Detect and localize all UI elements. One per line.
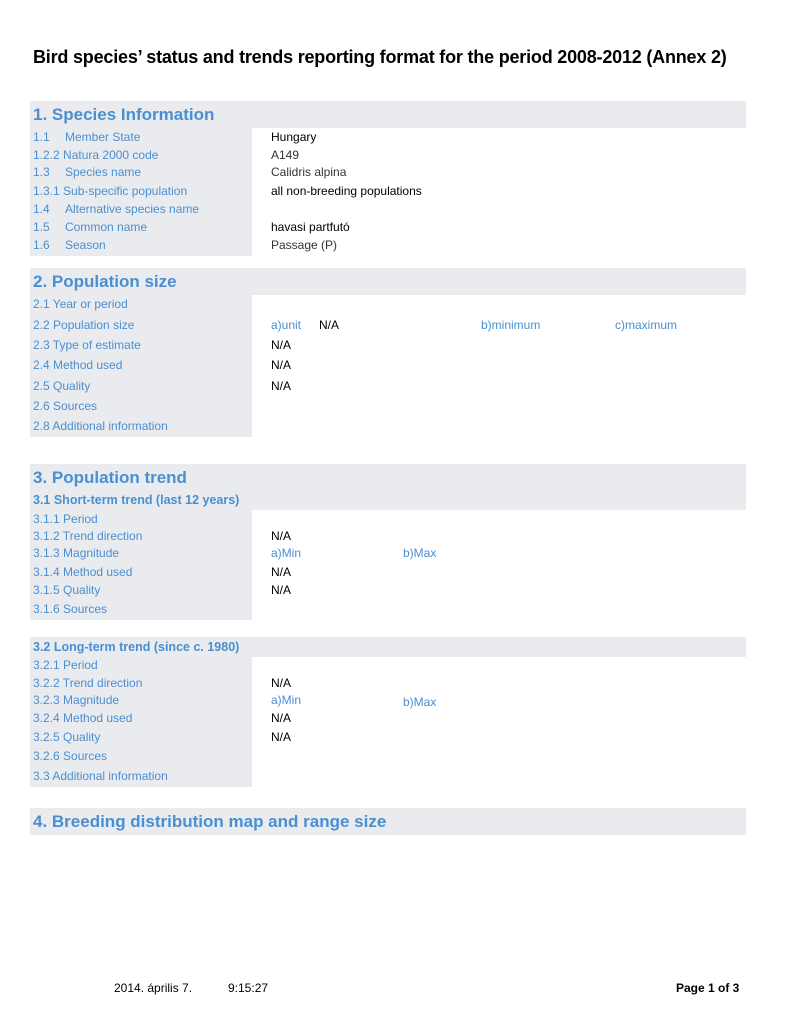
long-term-trend-heading: 3.2 Long-term trend (since c. 1980): [30, 637, 746, 657]
season-label: 1.6 Season: [33, 238, 106, 252]
short-quality-value: N/A: [271, 583, 292, 597]
short-method-used-label: 3.1.4 Method used: [33, 565, 133, 579]
long-trend-direction-value: N/A: [271, 676, 292, 690]
long-quality-label: 3.2.5 Quality: [33, 730, 101, 744]
sub-specific-population-label: 1.3.1 Sub-specific population: [33, 184, 188, 198]
common-name-value: havasi partfutó: [271, 220, 350, 234]
season-value: Passage (P): [271, 238, 338, 252]
type-of-estimate-value: N/A: [271, 338, 292, 352]
natura-code-label: 1.2.2 Natura 2000 code: [33, 148, 159, 162]
type-of-estimate-label: 2.3 Type of estimate: [33, 338, 141, 352]
long-sources-label: 3.2.6 Sources: [33, 749, 108, 763]
section-breeding-distribution-heading: 4. Breeding distribution map and range size: [30, 808, 746, 835]
additional-information-label: 2.8 Additional information: [33, 419, 168, 433]
population-unit-value: N/A: [319, 318, 340, 332]
long-quality-value: N/A: [271, 730, 292, 744]
long-method-used-label: 3.2.4 Method used: [33, 711, 133, 725]
long-method-used-value: N/A: [271, 711, 292, 725]
short-sources-label: 3.1.6 Sources: [33, 602, 108, 616]
long-trend-direction-label: 3.2.2 Trend direction: [33, 676, 143, 690]
section-population-trend-heading: 3. Population trend: [30, 464, 746, 491]
member-state-value: Hungary: [271, 130, 317, 144]
short-trend-direction-label: 3.1.2 Trend direction: [33, 529, 143, 543]
method-used-value: N/A: [271, 358, 292, 372]
population-maximum-label: c)maximum: [615, 318, 677, 332]
population-size-label: 2.2 Population size: [33, 318, 135, 332]
short-term-trend-heading: 3.1 Short-term trend (last 12 years): [30, 490, 746, 510]
year-or-period-label: 2.1 Year or period: [33, 297, 128, 311]
population-minimum-label: b)minimum: [481, 318, 541, 332]
species-name-value: Calidris alpina: [271, 165, 347, 179]
short-magnitude-max-label: b)Max: [403, 546, 437, 560]
natura-code-value: A149: [271, 148, 300, 162]
long-period-label: 3.2.1 Period: [33, 658, 98, 672]
quality-label: 2.5 Quality: [33, 379, 91, 393]
short-magnitude-min-label: a)Min: [271, 546, 302, 560]
footer-page-number: Page 1 of 3: [676, 981, 740, 995]
short-quality-label: 3.1.5 Quality: [33, 583, 101, 597]
short-method-used-value: N/A: [271, 565, 292, 579]
sub-specific-population-value: all non-breeding populations: [271, 184, 422, 198]
sources-label: 2.6 Sources: [33, 399, 98, 413]
trend-additional-information-label: 3.3 Additional information: [33, 769, 168, 783]
footer-date: 2014. április 7.: [114, 981, 193, 995]
species-name-label: 1.3 Species name: [33, 165, 142, 179]
short-trend-direction-value: N/A: [271, 529, 292, 543]
long-magnitude-min-label: a)Min: [271, 693, 302, 707]
long-magnitude-label: 3.2.3 Magnitude: [33, 693, 120, 707]
long-magnitude-max-label: b)Max: [403, 695, 437, 709]
common-name-label: 1.5 Common name: [33, 220, 148, 234]
member-state-label: 1.1 Member State: [33, 130, 141, 144]
footer-time: 9:15:27: [228, 981, 269, 995]
alternative-species-name-label: 1.4 Alternative species name: [33, 202, 200, 216]
document-title: Bird species’ status and trends reporting format for the period 2008-2012 (Annex 2): [33, 47, 727, 67]
quality-value: N/A: [271, 379, 292, 393]
short-magnitude-label: 3.1.3 Magnitude: [33, 546, 120, 560]
method-used-label: 2.4 Method used: [33, 358, 123, 372]
section-species-information-heading: 1. Species Information: [30, 101, 746, 128]
population-unit-label: a)unit: [271, 318, 302, 332]
short-period-label: 3.1.1 Period: [33, 512, 98, 526]
section-population-size-heading: 2. Population size: [30, 268, 746, 295]
